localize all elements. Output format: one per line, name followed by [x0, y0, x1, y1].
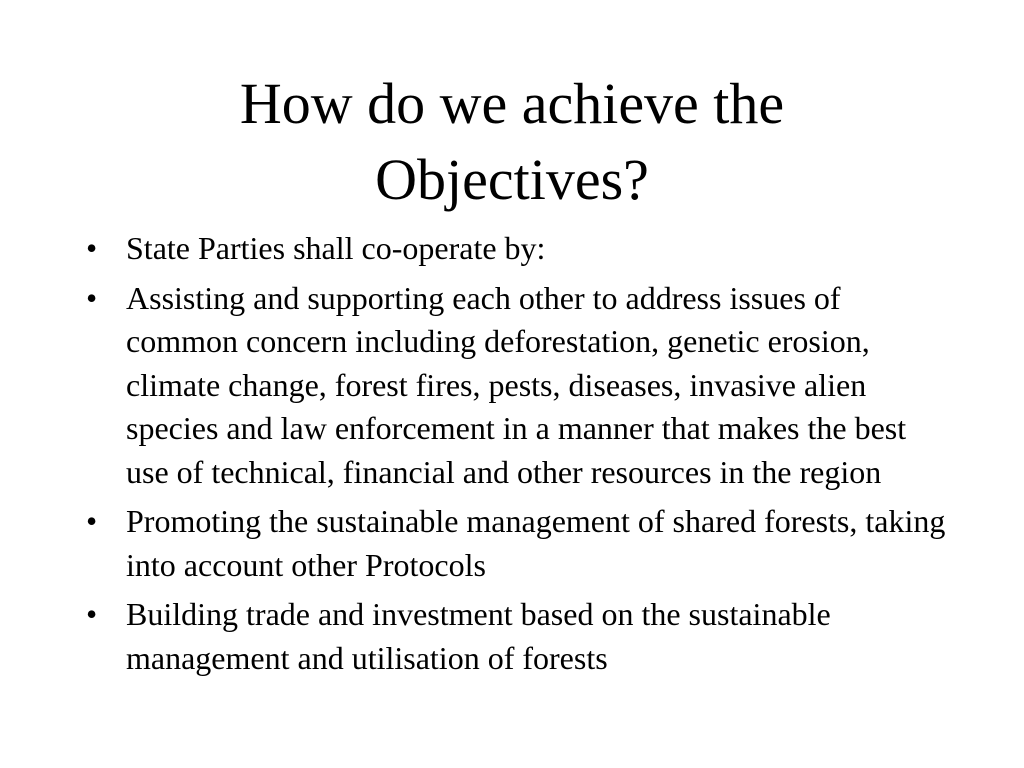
- bullet-item-state-parties: [84, 227, 954, 271]
- slide-title: How do we achieve the Objectives?: [239, 71, 785, 212]
- bullet-item-assisting: [84, 277, 954, 495]
- bullet-item-building: [84, 593, 954, 680]
- bullet-text: Assisting and supporting each other to address issues of common concern including deforestation, genetic erosion, climate change, forest fires, pests, diseases, invasive alien species and law enforcement in a manner that makes the best use of technical, financial and other resources in the region: [126, 279, 907, 490]
- bullet-text: Building trade and investment based on the sustainable management and utilisation of forests: [126, 596, 831, 676]
- bullet-item-promoting: [84, 500, 954, 587]
- bullet-point-icon: •: [86, 230, 98, 266]
- bullet-text: Promoting the sustainable management of shared forests, taking into account other Protocols: [126, 503, 946, 583]
- bullet-list: [84, 227, 954, 686]
- bullet-text: State Parties shall co-operate by:: [126, 230, 546, 266]
- bullet-point-icon: •: [86, 279, 98, 316]
- bullet-point-icon: •: [86, 596, 98, 632]
- bullet-point-icon: •: [86, 503, 98, 539]
